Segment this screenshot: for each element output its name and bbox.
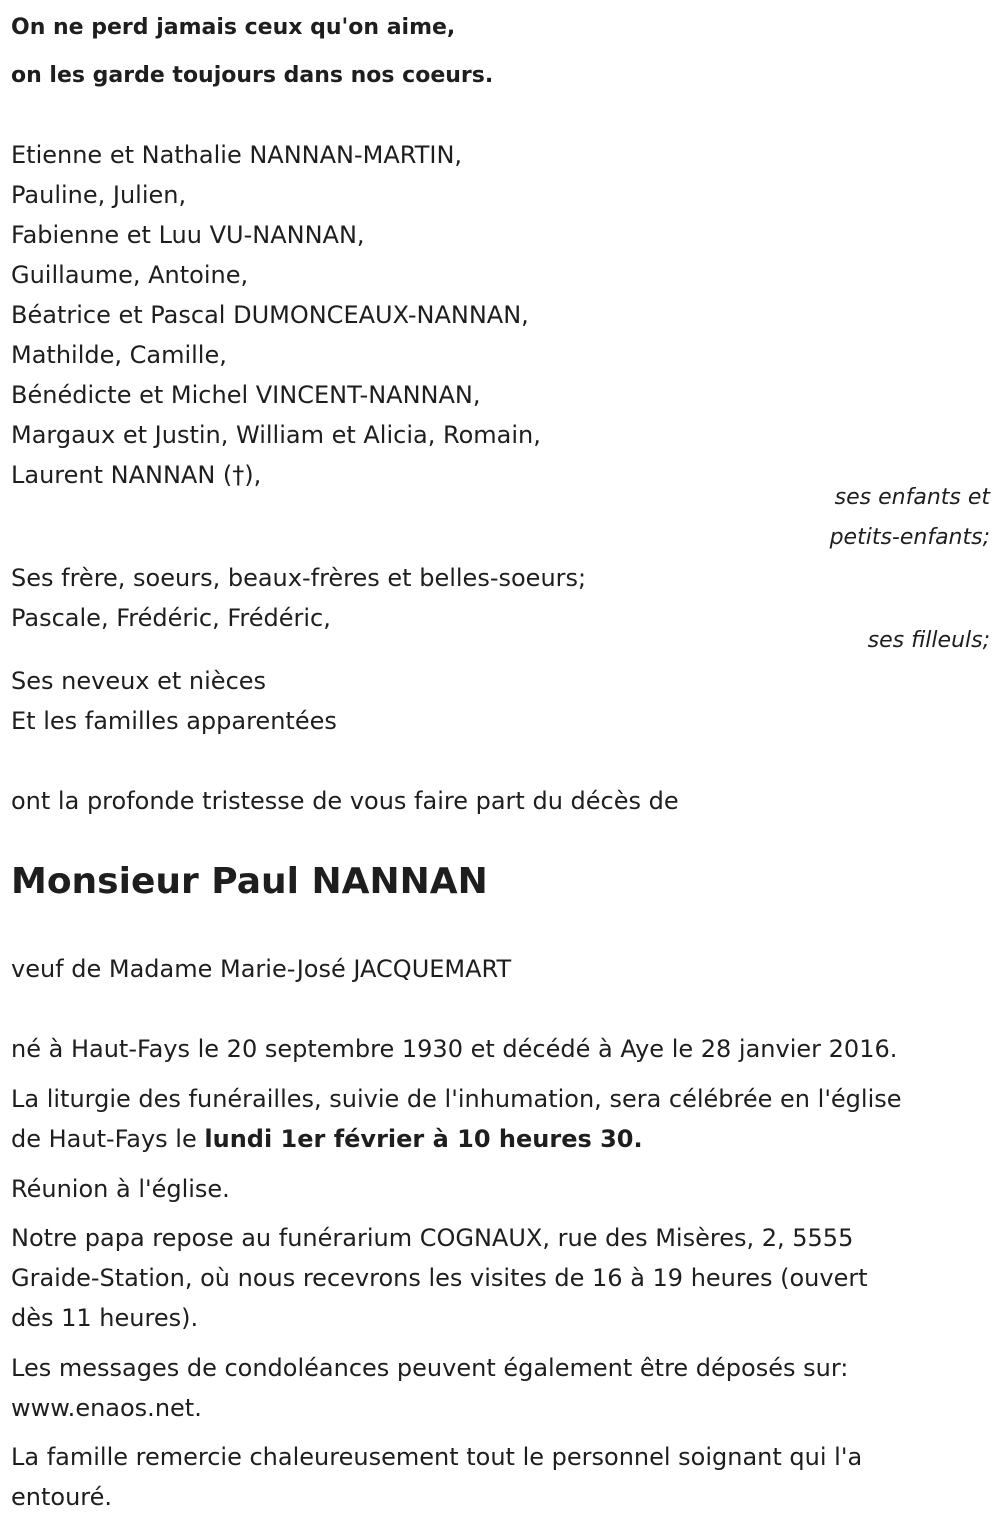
meeting-line: Réunion à l'église. bbox=[11, 1175, 230, 1203]
widower-line: veuf de Madame Marie-José JACQUEMART bbox=[11, 955, 512, 983]
family-name: Mathilde, Camille, bbox=[11, 341, 227, 369]
relatives-line: Et les familles apparentées bbox=[11, 707, 337, 735]
family-name: Guillaume, Antoine, bbox=[11, 261, 249, 289]
family-name: Margaux et Justin, William et Alicia, Romain, bbox=[11, 421, 541, 449]
family-name: Fabienne et Luu VU-NANNAN, bbox=[11, 221, 365, 249]
children-label-2: petits-enfants; bbox=[829, 525, 990, 550]
children-label-1: ses enfants et bbox=[834, 485, 990, 510]
family-name: Bénédicte et Michel VINCENT-NANNAN, bbox=[11, 381, 481, 409]
quote-line-1: On ne perd jamais ceux qu'on aime, bbox=[11, 15, 456, 40]
funeral-place: de Haut-Fays le bbox=[11, 1125, 205, 1153]
family-name: Etienne et Nathalie NANNAN-MARTIN, bbox=[11, 141, 463, 169]
family-name: Béatrice et Pascal DUMONCEAUX-NANNAN, bbox=[11, 301, 529, 329]
siblings-line: Ses frère, soeurs, beaux-frères et belles-soeurs; bbox=[11, 564, 587, 592]
funeral-line-2 bbox=[11, 1119, 643, 1159]
visitation-line-1: Notre papa repose au funérarium COGNAUX, rue des Misères, 2, 5555 bbox=[11, 1224, 854, 1252]
thanks-line-1: La famille remercie chaleureusement tout le personnel soignant qui l'a bbox=[11, 1443, 863, 1471]
visitation-line-3: dès 11 heures). bbox=[11, 1304, 199, 1332]
godchildren-label: ses filleuls; bbox=[867, 628, 990, 653]
family-name: Laurent NANNAN (†), bbox=[11, 461, 262, 489]
funeral-line-1: La liturgie des funérailles, suivie de l'inhumation, sera célébrée en l'église bbox=[11, 1085, 902, 1113]
condolences-link[interactable]: www.enaos.net. bbox=[11, 1394, 202, 1422]
thanks-line-2: entouré. bbox=[11, 1483, 113, 1511]
birth-death-line: né à Haut-Fays le 20 septembre 1930 et décédé à Aye le 28 janvier 2016. bbox=[11, 1035, 898, 1063]
quote-line-2: on les garde toujours dans nos coeurs. bbox=[11, 63, 494, 88]
announcement-text: ont la profonde tristesse de vous faire part du décès de bbox=[11, 787, 679, 815]
condolences-line-1: Les messages de condoléances peuvent également être déposés sur: bbox=[11, 1354, 849, 1382]
family-name: Pauline, Julien, bbox=[11, 181, 187, 209]
deceased-name: Monsieur Paul NANNAN bbox=[11, 861, 488, 902]
visitation-line-2: Graide-Station, où nous recevrons les visites de 16 à 19 heures (ouvert bbox=[11, 1264, 868, 1292]
funeral-date: lundi 1er février à 10 heures 30. bbox=[204, 1125, 643, 1153]
nephews-line: Ses neveux et nièces bbox=[11, 667, 267, 695]
godchildren-line: Pascale, Frédéric, Frédéric, bbox=[11, 604, 331, 632]
